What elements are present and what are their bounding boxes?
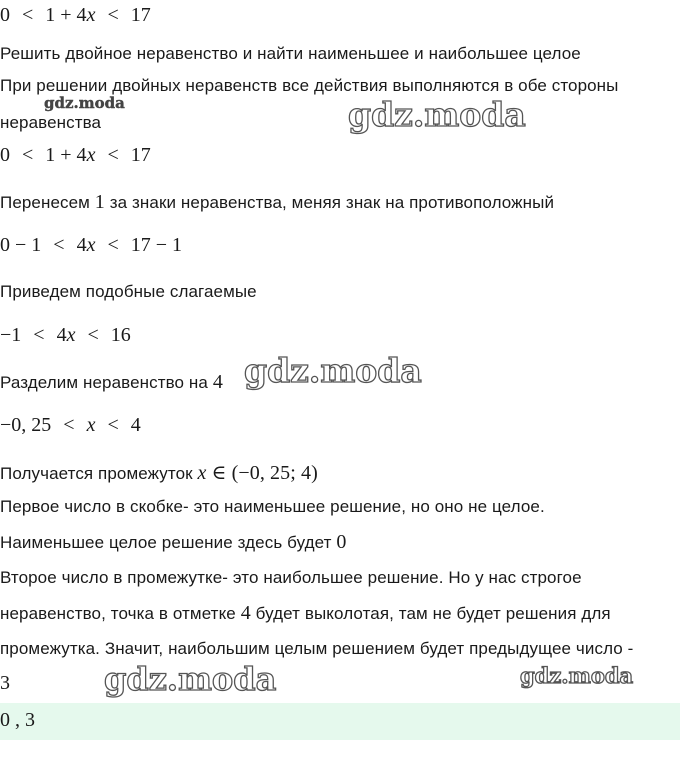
inequality-step1: 0 − 1 < 4x < 17 − 1: [0, 234, 183, 256]
answer-value: 0 , 3: [0, 709, 35, 731]
second-number-line3: промежутка. Значит, наибольшим целым решением будет предыдущее число -: [0, 639, 634, 658]
second-number-line1: Второе число в промежутке- это наибольшее решение. Но у нас строгое: [0, 568, 582, 587]
first-number-text: Первое число в скобке- это наименьшее решение, но оно не целое.: [0, 497, 545, 516]
watermark-logo: gdz.moda: [244, 351, 422, 390]
second-number-line2: неравенство, точка в отметке 4 будет выколотая, там не будет решения для: [0, 602, 611, 624]
move-step-text: Перенесем 1 за знаки неравенства, меняя знак на противоположный: [0, 191, 555, 213]
answer-box: [0, 703, 680, 740]
watermark-logo: gdz.moda: [44, 94, 125, 112]
rule-text-line1: При решении двойных неравенств все действия выполняются в обе стороны: [0, 76, 619, 95]
inequality-step2: −1 < 4x < 16: [0, 324, 131, 346]
watermark-logo: gdz.moda: [348, 95, 526, 134]
inequality-restated: 0 < 1 + 4x < 17: [0, 144, 151, 166]
watermark-logo: gdz.moda: [520, 663, 634, 688]
rule-text-line2: неравенства: [0, 113, 102, 132]
task-text: Решить двойное неравенство и найти наименьшее и наибольшее целое: [0, 44, 581, 63]
interval-text: Получается промежуток x ∈ (−0, 25; 4): [0, 462, 318, 484]
min-integer-text: Наименьшее целое решение здесь будет 0: [0, 531, 347, 553]
watermark-logo: gdz.moda: [104, 660, 277, 698]
similar-terms-text: Приведем подобные слагаемые: [0, 282, 257, 301]
second-number-line4: 3: [0, 672, 10, 694]
divide-step-text: Разделим неравенство на 4: [0, 371, 223, 393]
inequality-step3: −0, 25 < x < 4: [0, 414, 141, 436]
inequality-original: 0 < 1 + 4x < 17: [0, 4, 151, 26]
